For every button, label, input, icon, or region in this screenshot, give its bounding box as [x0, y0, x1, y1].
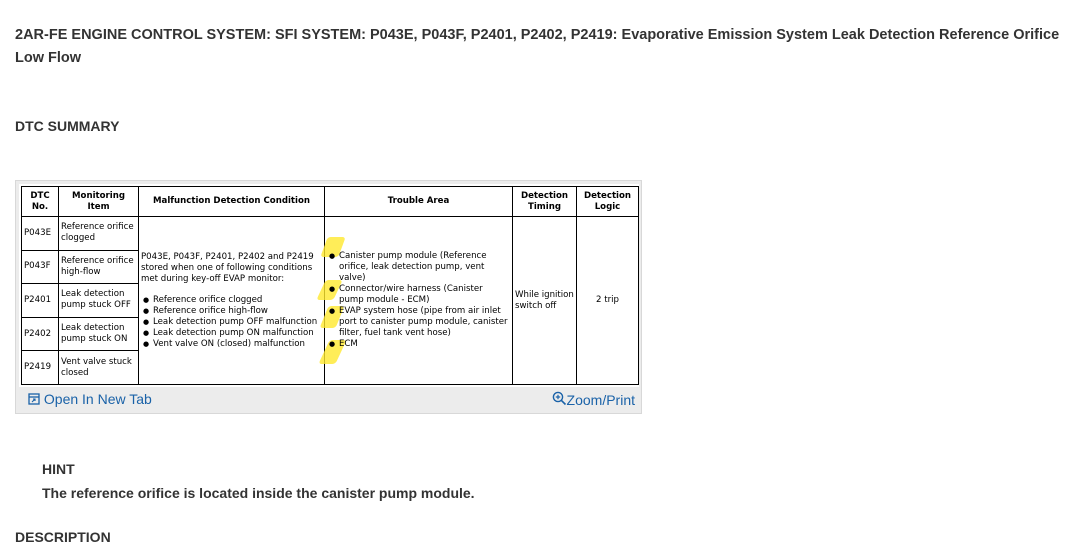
dtc-summary-heading: DTC SUMMARY: [15, 118, 120, 134]
dtc-code: P043F: [22, 250, 59, 284]
condition-list: [141, 295, 322, 350]
monitoring-item: Reference orifice clogged: [59, 217, 139, 251]
condition-cell: [139, 217, 325, 385]
dtc-code: P043E: [22, 217, 59, 251]
list-item: ● Connector/wire harness (Canister pump module - ECM): [327, 284, 510, 306]
hint-heading: HINT: [42, 461, 75, 477]
monitoring-item: Leak detection pump stuck OFF: [59, 284, 139, 318]
hint-text: The reference orifice is located inside the canister pump module.: [42, 485, 475, 501]
dtc-code: P2401: [22, 284, 59, 318]
list-item: ● Canister pump module (Reference orifice, leak detection pump, vent valve): [327, 251, 510, 284]
header-monitoring-item: Monitoring Item: [59, 187, 139, 217]
zoom-in-icon: [552, 391, 567, 406]
open-new-tab-icon: [28, 393, 40, 405]
condition-intro: P043E, P043F, P2401, P2402 and P2419 stored when one of following conditions met during key-off EVAP monitor:: [141, 251, 314, 284]
list-item: ● Leak detection pump ON malfunction: [141, 328, 322, 339]
zoom-print-label: Zoom/Print: [566, 392, 635, 408]
header-detection-timing: Detection Timing: [513, 187, 577, 217]
trouble-area-cell: [325, 217, 513, 385]
list-item: ● Vent valve ON (closed) malfunction: [141, 339, 322, 350]
list-item: ● ECM: [327, 339, 510, 350]
detection-logic: 2 trip: [577, 217, 639, 385]
description-heading: DESCRIPTION: [15, 529, 111, 545]
monitoring-item: Vent valve stuck closed: [59, 351, 139, 385]
open-in-new-tab-link[interactable]: [28, 391, 152, 407]
dtc-summary-figure: [15, 180, 642, 414]
open-in-new-tab-label: Open In New Tab: [43, 391, 152, 407]
list-item: ● Reference orifice clogged: [141, 295, 322, 306]
dtc-code: P2419: [22, 351, 59, 385]
header-condition: Malfunction Detection Condition: [139, 187, 325, 217]
monitoring-item: Reference orifice high-flow: [59, 250, 139, 284]
detection-timing: While ignition switch off: [513, 217, 577, 385]
trouble-area-list: [327, 251, 510, 350]
zoom-print-link[interactable]: [552, 391, 635, 408]
dtc-code: P2402: [22, 317, 59, 351]
header-trouble-area: Trouble Area: [325, 187, 513, 217]
header-detection-logic: Detection Logic: [577, 187, 639, 217]
header-dtc-no: DTC No.: [22, 187, 59, 217]
list-item: ● Reference orifice high-flow: [141, 306, 322, 317]
list-item: ● EVAP system hose (pipe from air inlet port to canister pump module, canister filter, fuel tank vent hose): [327, 306, 510, 339]
page-title: 2AR-FE ENGINE CONTROL SYSTEM: SFI SYSTEM: P043E, P043F, P2401, P2402, P2419: Evaporative Emission System Leak Detection Reference Orifice Low Flow: [15, 27, 1060, 66]
dtc-summary-table-image[interactable]: [19, 184, 639, 387]
monitoring-item: Leak detection pump stuck ON: [59, 317, 139, 351]
list-item: ● Leak detection pump OFF malfunction: [141, 317, 322, 328]
figure-links: [16, 389, 641, 413]
